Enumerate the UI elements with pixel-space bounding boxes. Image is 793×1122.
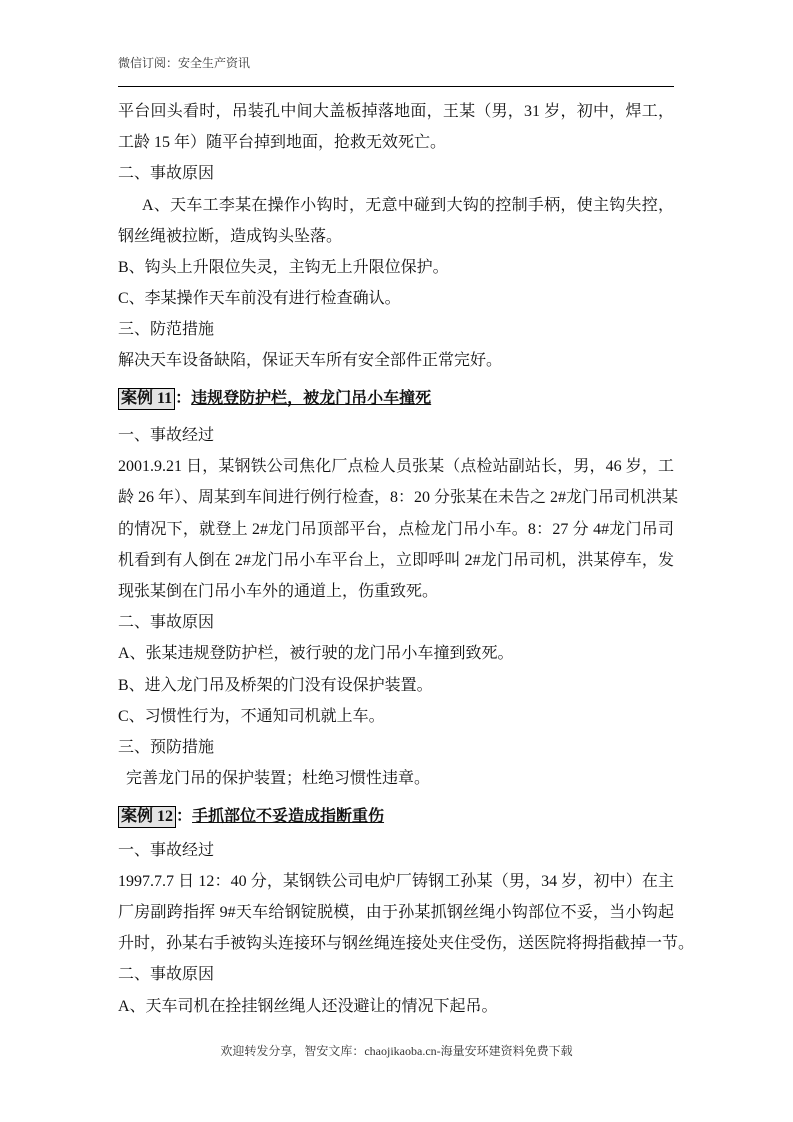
case-title: 违规登防护栏，被龙门吊小车撞死	[191, 390, 432, 407]
text-line: B、钩头上升限位失灵，主钩无上升限位保护。	[118, 259, 449, 276]
page-footer: 欢迎转发分享，智安文库：chaojikaoba.cn-海量安环建资料免费下载	[220, 1044, 573, 1058]
text-line: C、李某操作天车前没有进行检查确认。	[118, 290, 401, 307]
text-line: 2001.9.21 日，某钢铁公司焦化厂点检人员张某（点检站副站长，男，46 岁，工	[118, 458, 674, 475]
text-line: 机看到有人倒在 2#龙门吊小车平台上，立即呼叫 2#龙门吊司机，洪某停车，发	[118, 552, 674, 569]
text-line: 厂房副跨指挥 9#天车给钢锭脱模，由于孙某抓钢丝绳小钩部位不妥，当小钩起	[118, 904, 674, 921]
text-line: A、张某违规登防护栏，被行驶的龙门吊小车撞到致死。	[118, 645, 514, 662]
text-line: 平台回头看时，吊装孔中间大盖板掉落地面，王某（男，31 岁，初中，焊工，	[118, 103, 674, 120]
case-separator: ：	[175, 390, 192, 407]
text-line: 三、预防措施	[118, 739, 215, 756]
text-line: A、天车工李某在操作小钩时，无意中碰到大钩的控制手柄，使主钩失控，	[142, 197, 674, 214]
text-line: 现张某倒在门吊小车外的通道上，伤重致死。	[118, 583, 439, 600]
text-line: 一、事故经过	[118, 427, 215, 444]
text-line: 解决天车设备缺陷，保证天车所有安全部件正常完好。	[118, 352, 503, 369]
case-heading	[118, 388, 431, 410]
text-line: C、习惯性行为，不通知司机就上车。	[118, 708, 385, 725]
page-header: 微信订阅：安全生产资讯	[118, 56, 251, 70]
text-line: 工龄 15 年）随平台掉到地面，抢救无效死亡。	[118, 134, 447, 151]
text-line: 三、防范措施	[118, 321, 215, 338]
text-line: 一、事故经过	[118, 842, 215, 859]
text-line: B、进入龙门吊及桥架的门没有设保护装置。	[118, 677, 433, 694]
case-title: 手抓部位不妥造成指断重伤	[192, 808, 385, 825]
header-rule	[118, 86, 674, 87]
case-separator: ：	[176, 808, 193, 825]
case-number-tag: 案例 11	[118, 388, 175, 410]
case-number-tag: 案例 12	[118, 806, 176, 828]
text-line: 升时，孙某右手被钩头连接环与钢丝绳连接处夹住受伤，送医院将拇指截掉一节。	[118, 935, 695, 952]
case-heading	[118, 806, 384, 828]
text-line: 完善龙门吊的保护装置；杜绝习惯性违章。	[126, 770, 431, 787]
text-line: 的情况下，就登上 2#龙门吊顶部平台，点检龙门吊小车。8：27 分 4#龙门吊司	[118, 521, 674, 538]
text-line: 龄 26 年）、周某到车间进行例行检查，8：20 分张某在未告之 2#龙门吊司机洪某	[118, 489, 679, 506]
text-line: 钢丝绳被拉断，造成钩头坠落。	[118, 228, 343, 245]
text-line: 二、事故原因	[118, 165, 215, 182]
text-line: 二、事故原因	[118, 966, 215, 983]
text-line: 1997.7.7 日 12：40 分，某钢铁公司电炉厂铸钢工孙某（男，34 岁，初中）在主	[118, 873, 674, 890]
text-line: 二、事故原因	[118, 614, 215, 631]
text-line: A、天车司机在拴挂钢丝绳人还没避让的情况下起吊。	[118, 998, 498, 1015]
